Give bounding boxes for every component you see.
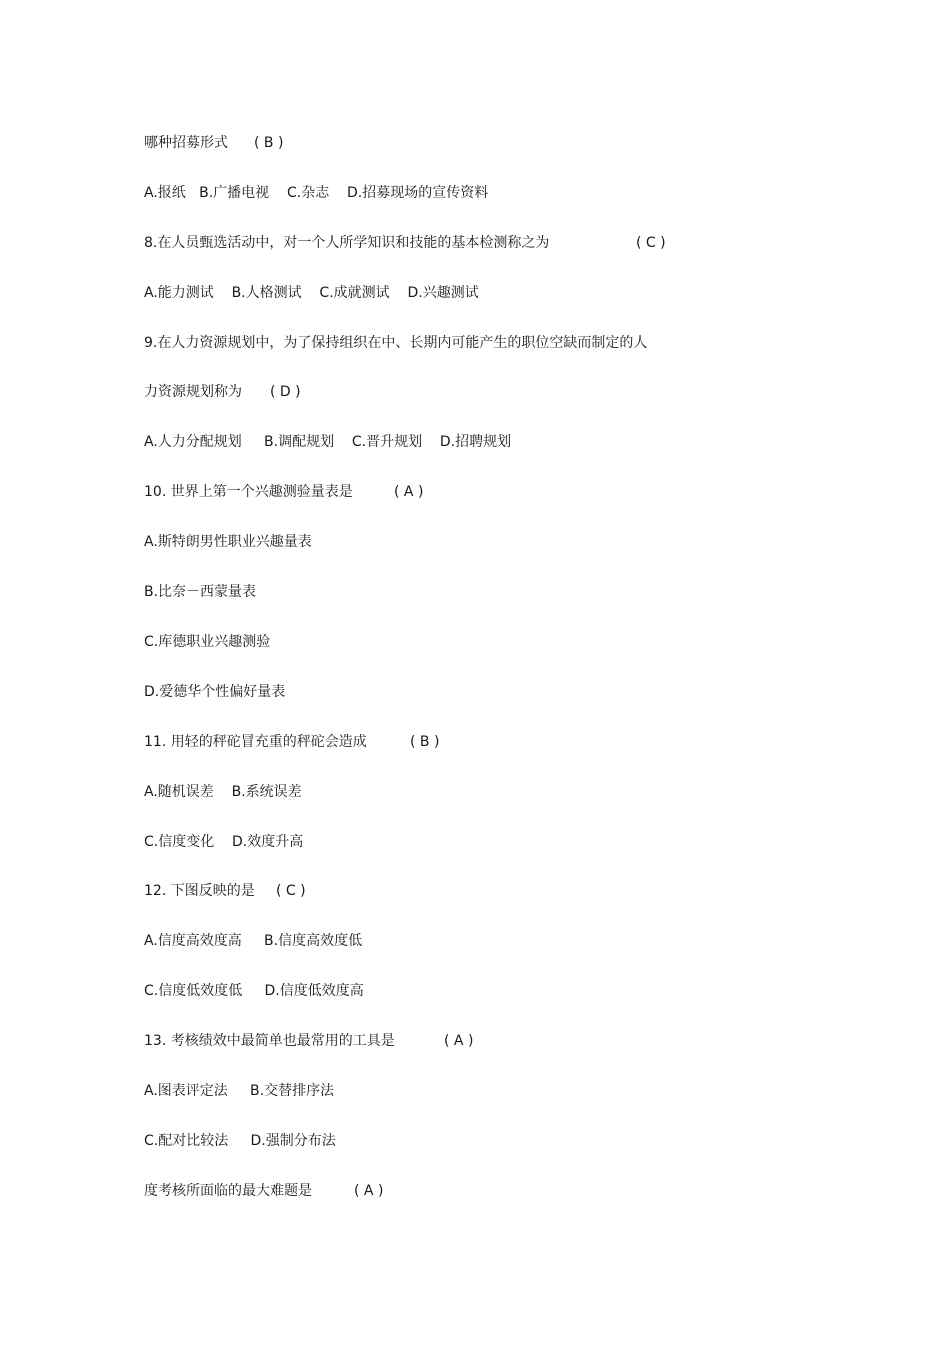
question-11-stem: 11. 用轻的秤砣冒充重的秤砣会造成: [144, 734, 367, 750]
question-13-options-row-1: A.图表评定法 B.交替排序法: [144, 1083, 335, 1099]
question-10-answer: ( A ): [394, 484, 424, 500]
question-8-options: A.能力测试 B.人格测试 C.成就测试 D.兴趣测试: [144, 285, 479, 301]
question-10-stem: 10. 世界上第一个兴趣测验量表是: [144, 484, 353, 500]
question-7-answer: ( B ): [254, 135, 284, 151]
question-11-options-row-1: A.随机误差 B.系统误差: [144, 784, 302, 800]
question-9-options: A.人力分配规划 B.调配规划 C.晋升规划 D.招聘规划: [144, 434, 512, 450]
question-10-option-d: D.爱德华个性偏好量表: [144, 684, 286, 700]
question-14-stem: 度考核所面临的最大难题是: [144, 1183, 312, 1199]
question-12-options-row-2: C.信度低效度低 D.信度低效度高: [144, 983, 364, 999]
question-13-stem: 13. 考核绩效中最简单也最常用的工具是: [144, 1033, 395, 1049]
question-11-answer: ( B ): [410, 734, 440, 750]
question-13-answer: ( A ): [444, 1033, 474, 1049]
question-12-options-row-1: A.信度高效度高 B.信度高效度低: [144, 933, 363, 949]
question-8-stem: 8.在人员甄选活动中，对一个人所学知识和技能的基本检测称之为: [144, 235, 550, 251]
question-9-stem-line-2: 力资源规划称为: [144, 384, 242, 400]
question-12-answer: ( C ): [276, 883, 306, 899]
question-10-option-c: C.库德职业兴趣测验: [144, 634, 271, 650]
question-9-stem-line-1: 9.在人力资源规划中，为了保持组织在中、长期内可能产生的职位空缺而制定的人: [144, 335, 648, 351]
question-9-answer: ( D ): [270, 384, 301, 400]
question-14-answer: ( A ): [354, 1183, 384, 1199]
question-10-option-b: B.比奈－西蒙量表: [144, 584, 257, 600]
question-7-stem: 哪种招募形式: [144, 135, 228, 151]
question-8-answer: ( C ): [636, 235, 666, 251]
question-13-options-row-2: C.配对比较法 D.强制分布法: [144, 1133, 336, 1149]
question-10-option-a: A.斯特朗男性职业兴趣量表: [144, 534, 312, 550]
question-12-stem: 12. 下图反映的是: [144, 883, 255, 899]
question-7-options: A.报纸 B.广播电视 C.杂志 D.招募现场的宣传资料: [144, 185, 489, 201]
question-11-options-row-2: C.信度变化 D.效度升高: [144, 834, 304, 850]
